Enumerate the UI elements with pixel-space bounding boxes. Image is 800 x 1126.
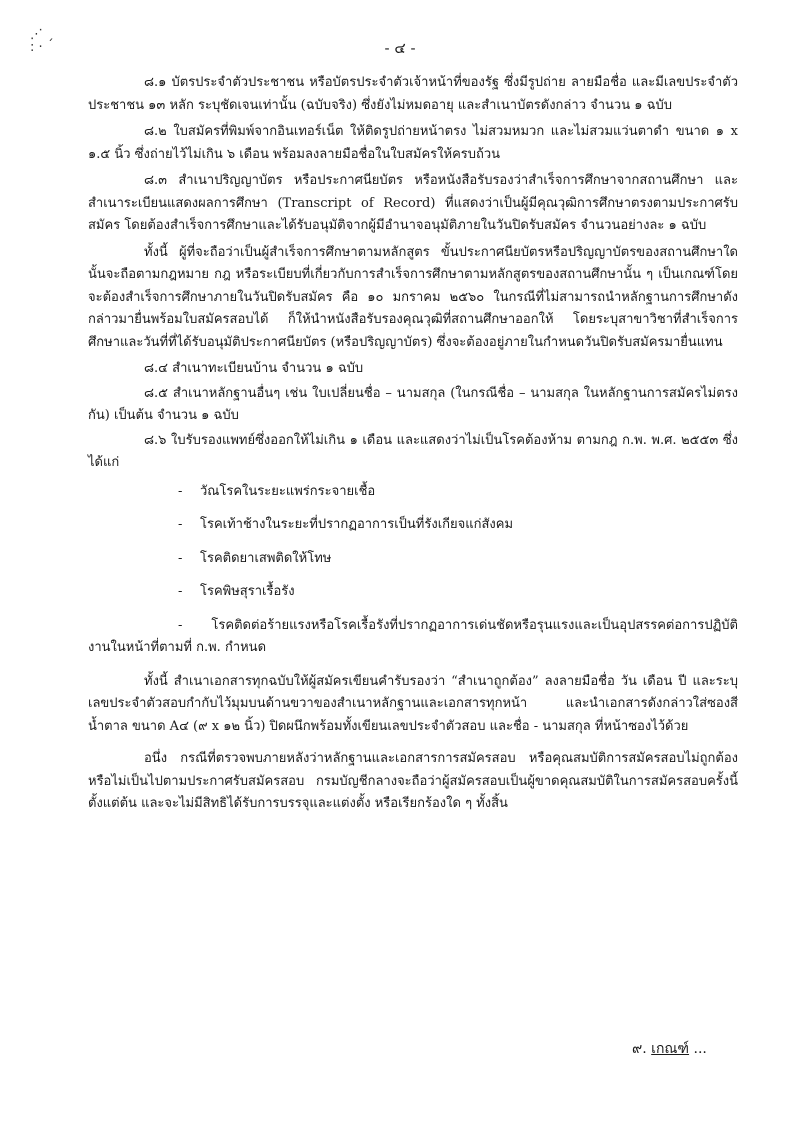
list-item-text: โรคพิษสุราเรื้อรัง (200, 584, 295, 599)
paragraph-8-1: ๘.๑ บัตรประจำตัวประชาชน หรือบัตรประจำตัวเจ้าหน้าที่ของรัฐ ซึ่งมีรูปถ่าย ลายมือชื่อ และมีเลขประจำตัวประชาชน ๑๓ หลัก ระบุชัดเจนเท่านั้น (ฉบับจริง) ซึ่งยังไม่หมดอายุ และสำเนาบัตรดังกล่าว จำนวน ๑ ฉบับ (88, 75, 738, 113)
list-dash: - (178, 584, 183, 599)
list-dash: - (178, 517, 183, 532)
list-dash: - (178, 483, 183, 499)
paragraph-8-5: ๘.๕ สำเนาหลักฐานอื่นๆ เช่น ใบเปลี่ยนชื่อ – นามสกุล (ในกรณีชื่อ – นามสกุล ในหลักฐานการสมัครไม่ตรงกัน) เป็นต้น จำนวน ๑ ฉบับ (88, 385, 738, 423)
paragraph-graduation-note: ทั้งนี้ ผู้ที่จะถือว่าเป็นผู้สำเร็จการศึกษาตามหลักสูตร ขั้นประกาศนียบัตรหรือปริญญาบัตรของสถานศึกษาใดนั้นจะถือตามกฎหมาย กฎ หรือระเบียบที่เกี่ยวกับการสำเร็จการศึกษาตามหลักสูตรของสถานศึกษานั้น ๆ เป็นเกณฑ์โดยจะต้องสำเร็จการศึกษาภายในวันปิดรับสมัคร คือ ๑๐ มกราคม ๒๕๖๐ ในกรณีที่ไม่สามารถนำหลักฐานการศึกษาดังกล่าวมายื่นพร้อมใบสมัครสอบได้ ก็ให้นำหนังสือรับรองคุณวุฒิที่สถานศึกษาออกให้ โดยระบุสาขาวิชาที่สำเร็จการศึกษาและวันที่ที่ได้รับอนุมัติประกาศนียบัตร (หรือปริญญาบัตร) ซึ่งจะต้องอยู่ภายในกำหนดวันปิดรับสมัครมายื่นแทน (88, 244, 738, 350)
paragraph-8-6: ๘.๖ ใบรับรองแพทย์ซึ่งออกให้ไม่เกิน ๑ เดือน และแสดงว่าไม่เป็นโรคต้องห้าม ตามกฎ ก.พ. พ.ศ. ๒๕๕๓ ซึ่งได้แก่ (88, 432, 738, 470)
paragraph-certify-copies: ทั้งนี้ สำเนาเอกสารทุกฉบับให้ผู้สมัครเขียนคำรับรองว่า “สำเนาถูกต้อง” ลงลายมือชื่อ วัน เดือน ปี และระบุเลขประจำตัวสอบกำกับไว้มุมบนด้านขวาของสำเนาหลักฐานและเอกสารทุกหน้า และนำเอกสารดังกล่าวใส่ซองสีน้ำตาล ขนาด A๔ (๙ x ๑๒ นิ้ว) ปิดผนึกพร้อมทั้งเขียนเลขประจำตัวสอบ และชื่อ - นามสกุล ที่หน้าซองไว้ด้วย (88, 673, 738, 734)
list-item (178, 581, 738, 604)
list-item-text: โรคติดยาเสพติดให้โทษ (200, 550, 332, 566)
scan-specks: ⋰ ˏ : · (30, 27, 54, 55)
catchword-word: เกณฑ์ (651, 1041, 690, 1057)
list-item (178, 514, 738, 537)
paragraph-8-2: ๘.๒ ใบสมัครที่พิมพ์จากอินเทอร์เน็ต ให้ติดรูปถ่ายหน้าตรง ไม่สวมหมวก และไม่สวมแว่นตาดำ ขนาด ๑ x ๑.๕ นิ้ว ซึ่งถ่ายไว้ไม่เกิน ๖ เดือน พร้อมลงลายมือชื่อในใบสมัครให้ครบถ้วน (88, 124, 738, 162)
list-item-text: วัณโรคในระยะแพร่กระจายเชื้อ (200, 483, 376, 499)
paragraph-8-3: ๘.๓ สำเนาปริญญาบัตร หรือประกาศนียบัตร หรือหนังสือรับรองว่าสำเร็จการศึกษาจากสถานศึกษา และสำเนาระเบียนแสดงผลการศึกษา (Transcript of Record) ที่แสดงว่าเป็นผู้มีคุณวุฒิการศึกษาตรงตามประกาศรับสมัคร โดยต้องสำเร็จการศึกษาและได้รับอนุมัติจากผู้มีอำนาจอนุมัติภายในวันปิดรับสมัคร จำนวนอย่างละ ๑ ฉบับ (88, 173, 738, 233)
next-page-catchword (632, 1038, 707, 1060)
paragraph-disqualification: อนึ่ง กรณีที่ตรวจพบภายหลังว่าหลักฐานและเอกสารการสมัครสอบ หรือคุณสมบัติการสมัครสอบไม่ถูกต้อง หรือไม่เป็นไปตามประกาศรับสมัครสอบ กรมบัญชีกลางจะถือว่าผู้สมัครสอบเป็นผู้ขาดคุณสมบัติในการสมัครสอบครั้งนี้ตั้งแต่ต้น และจะไม่มีสิทธิได้รับการบรรจุและแต่งตั้ง หรือเรียกร้องใด ๆ ทั้งสิ้น (88, 751, 738, 811)
prohibited-diseases-list (88, 481, 738, 660)
paragraph-8-4: ๘.๔ สำเนาทะเบียนบ้าน จำนวน ๑ ฉบับ (144, 361, 364, 376)
list-item (88, 615, 738, 660)
catchword-ellipsis: ... (689, 1041, 707, 1057)
list-dash: - (178, 617, 183, 633)
list-dash: - (178, 550, 183, 566)
list-item (178, 548, 738, 571)
page-number: - ๔ - (384, 39, 416, 57)
document-body (88, 72, 738, 820)
catchword-number: ๙. (632, 1041, 647, 1057)
list-item-text: โรคติดต่อร้ายแรงหรือโรคเรื้อรังที่ปรากฏอาการเด่นชัดหรือรุนแรงและเป็นอุปสรรคต่อการปฏิบัติงานในหน้าที่ตามที่ ก.พ. กำหนด (88, 617, 738, 655)
list-item-text: โรคเท้าช้างในระยะที่ปรากฏอาการเป็นที่รังเกียจแก่สังคม (200, 517, 514, 532)
list-item (178, 481, 738, 504)
